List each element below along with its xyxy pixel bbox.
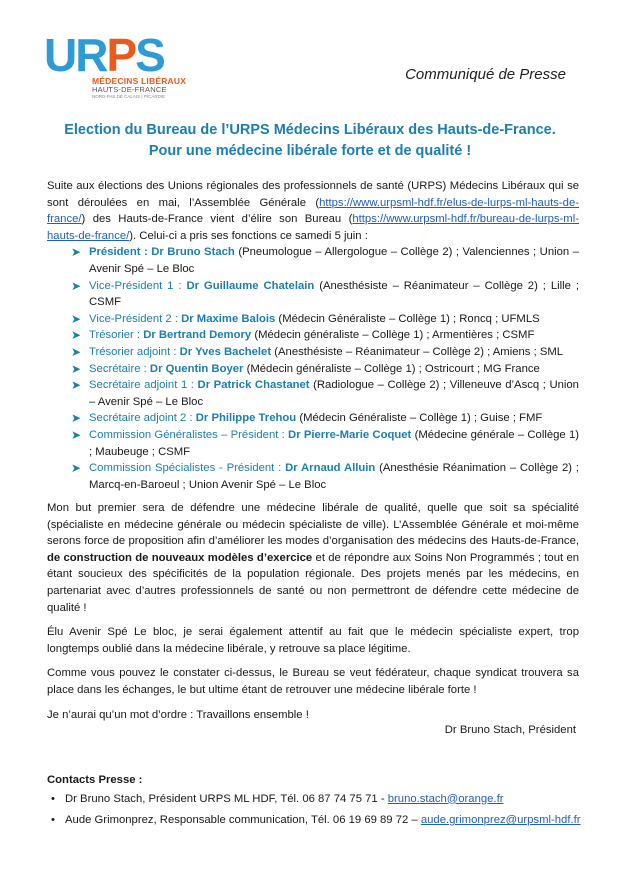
bullet-icon: ➤ [71,461,82,476]
elus-link[interactable]: https://www.urpsml-hdf.fr/elus-de-lurps-ml-hauts-de-france/ [47,196,579,226]
contacts-heading: Contacts Presse : [47,774,143,786]
body-paragraph-3: Comme vous pouvez le constater ci-dessus, le Bureau se veut fédérateur, chaque syndicat trouvera sa place dans les échanges, le but ultime étant de retrouver une médecine libérale forte ! [47,667,579,696]
list-item: ➤ Secrétaire adjoint 1 : Dr Patrick Chastanet (Radiologue – Collège 2) ; Villeneuve d’Ascq ; Union – Avenir Spé – Le Bloc [71,378,579,408]
contacts-list [47,791,587,829]
list-item: ➤ Vice-Président 2 : Dr Maxime Balois (Médecin Généraliste – Collège 1) ; Roncq ; UFMLS [71,311,540,326]
body-paragraph-1: Mon but premier sera de défendre une médecine libérale de qualité, quelle que soit sa spécialité (spécialiste en médecine générale ou médecin spécialiste de ville). L’Assemblée Générale et moi-même serons force de proposition afin d’améliorer les modes d’organisation des médecins des Hauts-de-France, de construction de nouveaux modèles d’exercice et de répondre aux Soins Non Programmés ; tout en étant soucieux des spécificités de la population régionale. Des projets menés par les médecins, en partenariat avec d’autres professionnels de santé ou non permettront de défendre cette médecine de qualité ! [47,502,580,614]
title-line-1: Election du Bureau de l’URPS Médecins Libéraux des Hauts-de-France. [64,122,556,138]
list-item: ➤ Vice-Président 1 : Dr Guillaume Chatelain (Anesthésiste – Réanimateur – Collège 2) ; Lille ; CSMF [71,278,579,309]
bullet-icon: ➤ [71,328,82,343]
intro-paragraph: Suite aux élections des Unions régionales des professionnels de santé (URPS) Médecins Libéraux qui se sont déroulées en mai, l’Assemblée Générale (https://www.urpsml-hdf.fr/elus-de-lurps-ml-hauts-de-france/) des Hauts-de-France vient d’élire son Bureau (https://www.urpsml-hdf.fr/bureau-de-lurps-ml-hauts-de-france/). Celui-ci a pris ses fonctions ce samedi 5 juin : [47,180,579,242]
list-item: • Aude Grimonprez, Responsable communication, Tél. 06 19 69 89 72 – aude.grimonprez@urpsml-hdf.fr [65,812,587,829]
bullet-icon: ➤ [71,278,82,293]
document-title [0,120,620,162]
list-item: ➤ Secrétaire : Dr Quentin Boyer (Médecin généraliste – Collège 1) ; Ostricourt ; MG France [71,361,540,376]
logo-wordmark: URPS [44,29,164,81]
bullet-icon: • [51,792,55,805]
list-item: • Dr Bruno Stach, Président URPS ML HDF, Tél. 06 87 74 75 71 - bruno.stach@orange.fr [65,791,587,808]
list-item: ➤ Commission Spécialistes - Président : Dr Arnaud Alluin (Anesthésie Réanimation – Collège 2) ; Marcq-en-Baroeul ; Union Avenir Spé – Le Bloc [71,461,580,491]
bullet-icon: ➤ [71,245,82,260]
contact-email-link[interactable]: bruno.stach@orange.fr [387,792,504,805]
bullet-icon: ➤ [71,427,82,442]
bureau-link[interactable]: https://www.urpsml-hdf.fr/bureau-de-lurps-ml-hauts-de-france/ [47,213,579,242]
list-item: ➤ Président : Dr Bruno Stach (Pneumologue – Allergologue – Collège 2) ; Valenciennes ; Union – Avenir Spé – Le Bloc [71,245,579,275]
logo-subtitle: NORD-PAS DE CALAIS | PICARDIE [92,94,166,99]
list-item: ➤ Trésorier adjoint : Dr Yves Bachelet (Anesthésiste – Réanimateur – Collège 2) ; Amiens ; SML [71,344,564,359]
logo-hauts-de-france: HAUTS-DE-FRANCE [92,85,167,94]
bureau-list [47,244,579,493]
body-section [47,500,579,731]
bullet-icon: ➤ [71,378,82,393]
urps-logo [44,29,204,106]
press-contacts [47,772,587,834]
body-paragraph-2: Élu Avenir Spé Le bloc, je serai également attentif au fait que le médecin spécialiste expert, trop longtemps oublié dans la médecine libérale, y retrouve sa place légitime. [47,626,579,655]
bullet-icon: ➤ [71,361,82,376]
list-item: ➤ Trésorier : Dr Bertrand Demory (Médecin généraliste – Collège 1) ; Armentières ; CSMF [71,328,535,343]
bullet-icon: ➤ [71,311,82,326]
contact-email-link[interactable]: aude.grimonprez@urpsml-hdf.fr [420,814,581,827]
signature: Dr Bruno Stach, Président [444,724,576,736]
bullet-icon: • [51,814,55,827]
bullet-icon: ➤ [71,344,82,359]
bullet-icon: ➤ [71,411,82,426]
press-release-label: Communiqué de Presse [405,66,566,83]
list-item: ➤ Secrétaire adjoint 2 : Dr Philippe Trehou (Médecin Généraliste – Collège 1) ; Guise ; FMF [71,411,543,426]
list-item: ➤ Commission Généralistes – Président : Dr Pierre-Marie Coquet (Médecine générale – Collège 1) ; Maubeuge ; CSMF [71,427,579,458]
intro-section [47,178,579,493]
title-line-2: Pour une médecine libérale forte et de qualité ! [148,143,472,159]
logo-medecins-liberaux: MÉDECINS LIBÉRAUX [92,76,187,86]
body-paragraph-4: Je n’aurai qu’un mot d’ordre : Travaillons ensemble ! [47,708,309,721]
